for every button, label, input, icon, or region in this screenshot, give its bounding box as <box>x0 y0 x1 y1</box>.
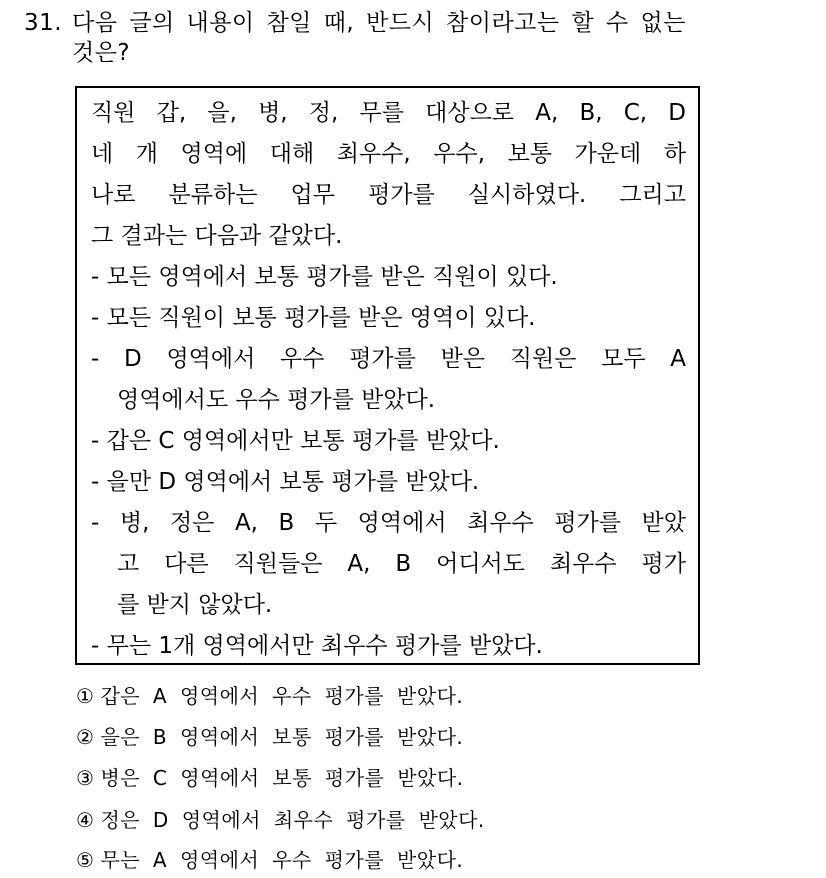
passage-line: - 을만 D 영역에서 보통 평가를 받았다. <box>91 469 480 495</box>
passage-line: 직원 갑, 을, 병, 정, 무를 대상으로 A, B, C, D <box>91 100 686 126</box>
passage-line: 나로 분류하는 업무 평가를 실시하였다. 그리고 <box>91 182 686 208</box>
choice-1[interactable] <box>76 683 463 709</box>
passage-line: 영역에서도 우수 평가를 받았다. <box>117 387 436 413</box>
choice-3[interactable] <box>76 765 464 791</box>
choice-marker: ⑤ <box>76 848 95 872</box>
choice-5[interactable] <box>76 847 463 873</box>
choice-text: 갑은 A 영역에서 우수 평가를 받았다. <box>100 684 464 708</box>
passage-line: - 모든 영역에서 보통 평가를 받은 직원이 있다. <box>91 264 558 290</box>
passage-box <box>75 86 700 665</box>
choice-marker: ③ <box>76 766 95 790</box>
passage-line: - 무는 1개 영역에서만 최우수 평가를 받았다. <box>91 633 543 659</box>
passage-line: 고 다른 직원들은 A, B 어디서도 최우수 평가 <box>117 551 686 577</box>
passage-line: - D 영역에서 우수 평가를 받은 직원은 모두 A <box>91 346 686 372</box>
passage-line: - 모든 직원이 보통 평가를 받은 영역이 있다. <box>91 305 536 331</box>
question-stem-line-1: 다음 글의 내용이 참일 때, 반드시 참이라고는 할 수 없는 <box>72 10 686 36</box>
question-number: 31. <box>24 10 63 36</box>
choice-2[interactable] <box>76 724 463 750</box>
passage-line: - 갑은 C 영역에서만 보통 평가를 받았다. <box>91 428 500 454</box>
choice-text: 정은 D 영역에서 최우수 평가를 받았다. <box>100 808 485 832</box>
question-stem-line-2: 것은? <box>72 40 131 66</box>
passage-line: 그 결과는 다음과 같았다. <box>91 223 343 249</box>
choice-marker: ① <box>76 684 95 708</box>
passage-line: 를 받지 않았다. <box>117 592 273 618</box>
choice-text: 을은 B 영역에서 보통 평가를 받았다. <box>100 725 464 749</box>
choice-text: 무는 A 영역에서 우수 평가를 받았다. <box>100 848 464 872</box>
choice-4[interactable] <box>76 807 485 833</box>
passage-line: 네 개 영역에 대해 최우수, 우수, 보통 가운데 하 <box>91 141 686 167</box>
choice-marker: ④ <box>76 808 95 832</box>
passage-line: - 병, 정은 A, B 두 영역에서 최우수 평가를 받았 <box>91 510 686 536</box>
choice-marker: ② <box>76 725 95 749</box>
choice-text: 병은 C 영역에서 보통 평가를 받았다. <box>100 766 464 790</box>
